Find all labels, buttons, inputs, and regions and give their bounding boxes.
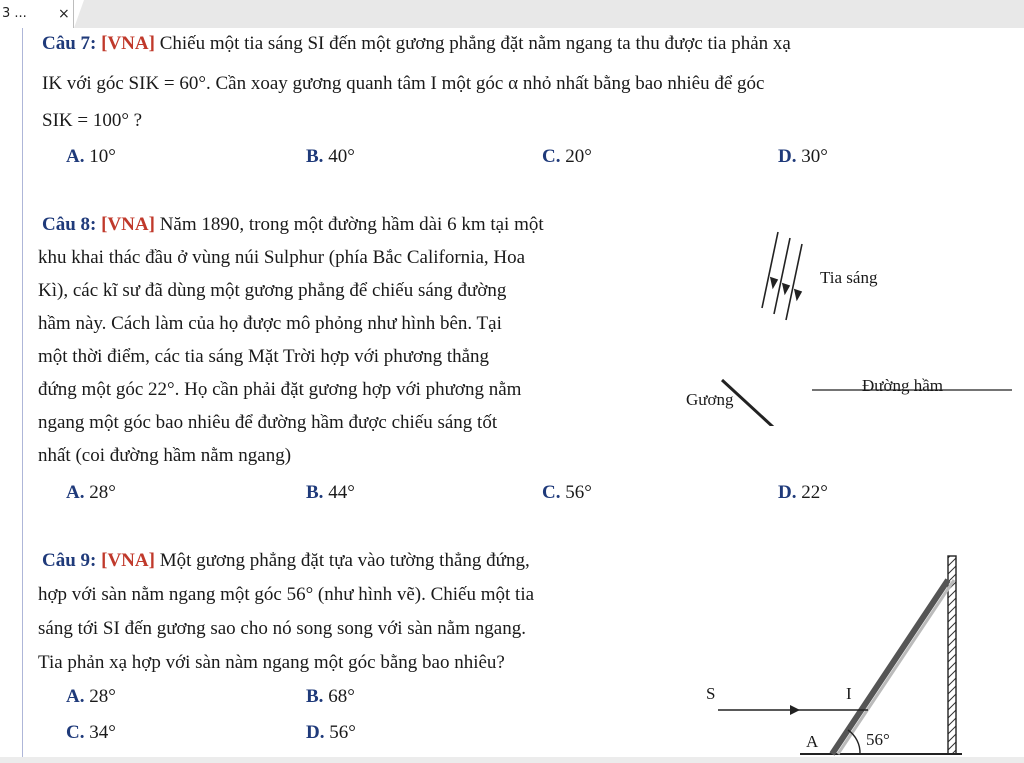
mirror-label: Gương bbox=[686, 390, 734, 409]
q7-line-1 bbox=[42, 33, 791, 55]
q8-option-c[interactable]: C. 56° bbox=[542, 482, 592, 503]
q7-text-3: SIK = 100° ? bbox=[42, 110, 143, 131]
q8-option-a[interactable]: A. 28° bbox=[66, 482, 116, 503]
mirror bbox=[832, 580, 948, 754]
q8-option-d[interactable]: D. 22° bbox=[778, 482, 828, 503]
q8-text-4: hầm này. Cách làm của họ được mô phỏng như hình bên. Tại bbox=[38, 313, 502, 334]
q9-text-2: hợp với sàn nằm ngang một góc 56° (như hình vẽ). Chiếu một tia bbox=[38, 584, 535, 605]
q7-option-b[interactable]: B. 40° bbox=[306, 146, 355, 167]
q7-option-a[interactable]: A. 10° bbox=[66, 146, 116, 167]
q8-text-6: đứng một góc 22°. Họ cần phải đặt gương hợp với phương nằm bbox=[38, 379, 522, 400]
q9-text-4: Tia phản xạ hợp với sàn nàm ngang một góc bằng bao nhiêu? bbox=[38, 652, 505, 673]
q7-option-d[interactable]: D. 30° bbox=[778, 146, 828, 167]
tab-title: 3 ... bbox=[2, 6, 27, 21]
tab-bar bbox=[0, 0, 1024, 28]
q8-source: [VNA] bbox=[101, 214, 155, 235]
tab-edge bbox=[74, 0, 84, 28]
q8-text-8: nhất (coi đường hầm nằm ngang) bbox=[38, 445, 292, 466]
ray-arrow-icon bbox=[790, 705, 800, 715]
q8-label: Câu 8: bbox=[42, 214, 97, 235]
point-a-label: A bbox=[806, 732, 819, 751]
q7-text-2: IK với góc SIK = 60°. Cần xoay gương quanh tâm I một góc α nhỏ nhất bằng bao nhiêu để góc bbox=[42, 73, 765, 94]
q8-text-5: một thời điểm, các tia sáng Mặt Trời hợp với phương thẳng bbox=[38, 346, 490, 367]
document-tab[interactable] bbox=[0, 0, 74, 28]
document-page bbox=[0, 28, 1024, 763]
q8-text-7: ngang một góc bao nhiêu để đường hầm được chiếu sáng tốt bbox=[38, 412, 498, 433]
q9-option-c[interactable]: C. 34° bbox=[66, 722, 116, 743]
q8-text-3: Kì), các kĩ sư đã dùng một gương phẳng để chiếu sáng đường bbox=[38, 280, 507, 301]
sun-ray bbox=[786, 244, 802, 320]
close-icon[interactable]: × bbox=[58, 6, 70, 22]
point-i-label: I bbox=[846, 684, 852, 703]
bottom-scroll-area bbox=[0, 757, 1024, 763]
point-s-label: S bbox=[706, 684, 716, 703]
q9-figure bbox=[700, 550, 970, 758]
ray-label: Tia sáng bbox=[820, 268, 878, 287]
q7-text-1: Chiếu một tia sáng SI đến một gương phẳng đặt nằm ngang ta thu được tia phản xạ bbox=[159, 33, 791, 54]
sun-ray bbox=[774, 238, 790, 314]
sun-rays bbox=[762, 232, 802, 320]
q9-option-d[interactable]: D. 56° bbox=[306, 722, 356, 743]
q9-text-3: sáng tới SI đến gương sao cho nó song song với sàn nằm ngang. bbox=[38, 618, 526, 639]
q9-option-b[interactable]: B. 68° bbox=[306, 686, 355, 707]
q9-line-1 bbox=[42, 550, 530, 572]
q7-option-c[interactable]: C. 20° bbox=[542, 146, 592, 167]
q9-option-a[interactable]: A. 28° bbox=[66, 686, 116, 707]
q8-text-2: khu khai thác đầu ở vùng núi Sulphur (phía Bắc California, Hoa bbox=[38, 247, 526, 268]
ray-arrow-icon bbox=[783, 284, 789, 293]
sun-ray bbox=[762, 232, 778, 308]
ray-arrow-icon bbox=[795, 290, 801, 299]
q8-line-1 bbox=[42, 214, 544, 236]
q8-option-b[interactable]: B. 44° bbox=[306, 482, 355, 503]
ray-arrow-icon bbox=[771, 278, 777, 287]
tunnel-label: Đường hầm bbox=[862, 376, 943, 395]
q9-source: [VNA] bbox=[101, 550, 155, 571]
q9-label: Câu 9: bbox=[42, 550, 97, 571]
mirror-back bbox=[838, 580, 954, 754]
angle-label: 56° bbox=[866, 730, 890, 749]
q7-label: Câu 7: bbox=[42, 33, 97, 54]
q8-text-1: Năm 1890, trong một đường hầm dài 6 km tại một bbox=[159, 214, 544, 235]
q7-source: [VNA] bbox=[101, 33, 155, 54]
q9-text-1: Một gương phẳng đặt tựa vào tường thẳng đứng, bbox=[159, 550, 530, 571]
